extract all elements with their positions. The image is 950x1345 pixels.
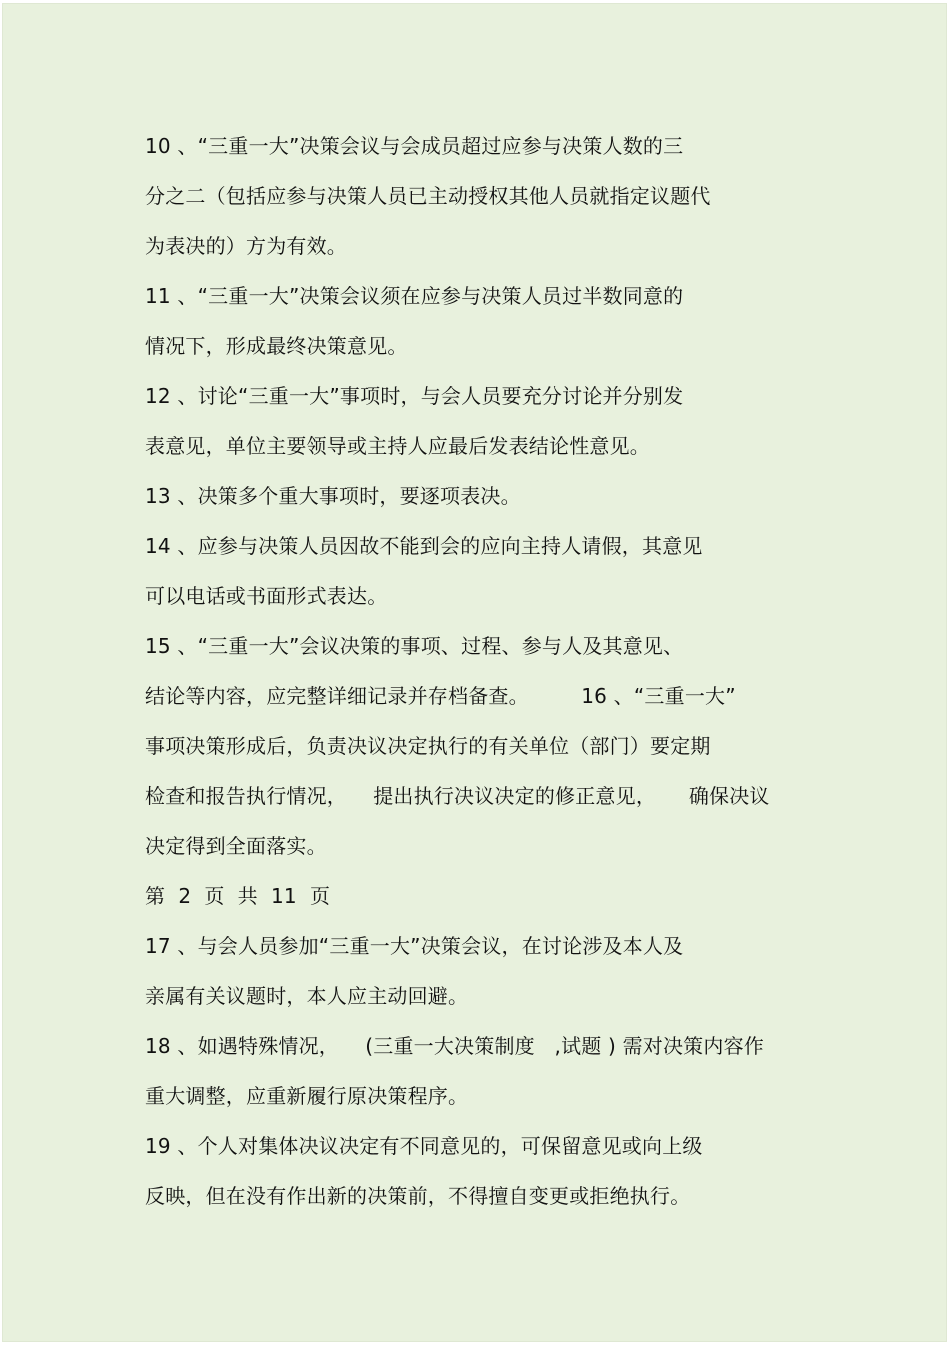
text-line: 决定得到全面落实。 [145,834,327,858]
page-number: 第 2 页 共 11 页 [145,884,331,908]
text-line: 重大调整，应重新履行原决策程序。 [145,1084,469,1108]
text-line: 13 、决策多个重大事项时，要逐项表决。 [145,484,521,508]
text-line: 反映，但在没有作出新的决策前，不得擅自变更或拒绝执行。 [145,1184,691,1208]
text-line: 检查和报告执行情况， 提出执行决议决定的修正意见， 确保决议 [145,784,770,808]
text-line: 10 、“三重一大”决策会议与会成员超过应参与决策人数的三 [145,134,684,158]
text-line: 事项决策形成后，负责决议决定执行的有关单位（部门）要定期 [145,734,711,758]
text-line: 可以电话或书面形式表达。 [145,584,388,608]
text-line: 分之二（包括应参与决策人员已主动授权其他人员就指定议题代 [145,184,711,208]
text-line: 14 、应参与决策人员因故不能到会的应向主持人请假，其意见 [145,534,703,558]
text-line: 为表决的）方为有效。 [145,234,347,258]
text-line: 12 、讨论“三重一大”事项时，与会人员要充分讨论并分别发 [145,384,684,408]
text-line: 18 、如遇特殊情况， (三重一大决策制度 ,试题 ) 需对决策内容作 [145,1034,764,1058]
text-line: 亲属有关议题时，本人应主动回避。 [145,984,469,1008]
text-line: 15 、“三重一大”会议决策的事项、过程、参与人及其意见、 [145,634,684,658]
text-line: 19 、个人对集体决议决定有不同意见的，可保留意见或向上级 [145,1134,703,1158]
text-line: 表意见，单位主要领导或主持人应最后发表结论性意见。 [145,434,650,458]
text-line: 情况下，形成最终决策意见。 [145,334,408,358]
text-line: 结论等内容，应完整详细记录并存档备查。 16 、“三重一大” [145,684,736,708]
text-line: 17 、与会人员参加“三重一大”决策会议，在讨论涉及本人及 [145,934,684,958]
text-line: 11 、“三重一大”决策会议须在应参与决策人员过半数同意的 [145,284,684,308]
